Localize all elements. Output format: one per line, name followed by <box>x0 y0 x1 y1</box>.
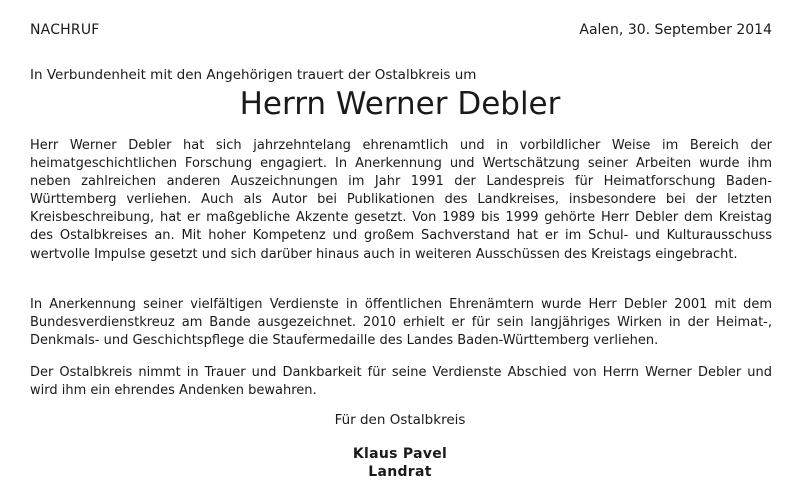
intro-line: In Verbundenheit mit den Angehörigen trauert der Ostalbkreis um <box>30 67 477 83</box>
body-paragraph-1: Herr Werner Debler hat sich jahrzehntelang ehrenamtlich und in vorbildlicher Weise im Bereich der heimatgeschichtlichen Forschung engagiert. In Anerkennung und Wertschätzung seiner Arbeiten wurde ihm neben zahlreichen anderen Auszeichnungen im Jahr 1991 der Landespreis für Heimatforschung Baden-Württemberg verliehen. Auch als Autor bei Publikationen des Landkreises, insbesondere bei der letzten Kreisbeschreibung, hat er maßgebliche Akzente gesetzt. Von 1989 bis 1999 gehörte Herr Debler dem Kreistag des Ostalbkreises an. Mit hoher Kompetenz und großem Sachverstand hat er im Schul- und Kulturausschuss wertvolle Impulse gesetzt und sich darüber hinaus auch in weiteren Ausschüssen des Kreistags eingebracht. <box>30 138 772 262</box>
signoff-line: Für den Ostalbkreis <box>334 412 466 428</box>
signer-name: Klaus Pavel <box>352 446 448 462</box>
notice-date: Aalen, 30. September 2014 <box>579 22 772 38</box>
deceased-name: Herrn Werner Debler <box>239 86 561 122</box>
body-paragraph-3: Der Ostalbkreis nimmt in Trauer und Dankbarkeit für seine Verdienste Abschied von Herrn Werner Debler und wird ihm ein ehrendes Andenken bewahren. <box>30 365 772 399</box>
signer-title: Landrat <box>368 464 432 480</box>
body-paragraph-2: In Anerkennung seiner vielfältigen Verdienste in öffentlichen Ehrenämtern wurde Herr Debler 2001 mit dem Bundesverdienstkreuz am Bande ausgezeichnet. 2010 erhielt er für sein langjähriges Wirken in der Heimat-, Denkmals- und Geschichtspflege die Staufermedaille des Landes Baden-Württemberg verliehen. <box>30 297 772 349</box>
notice-type-label: NACHRUF <box>30 22 100 38</box>
